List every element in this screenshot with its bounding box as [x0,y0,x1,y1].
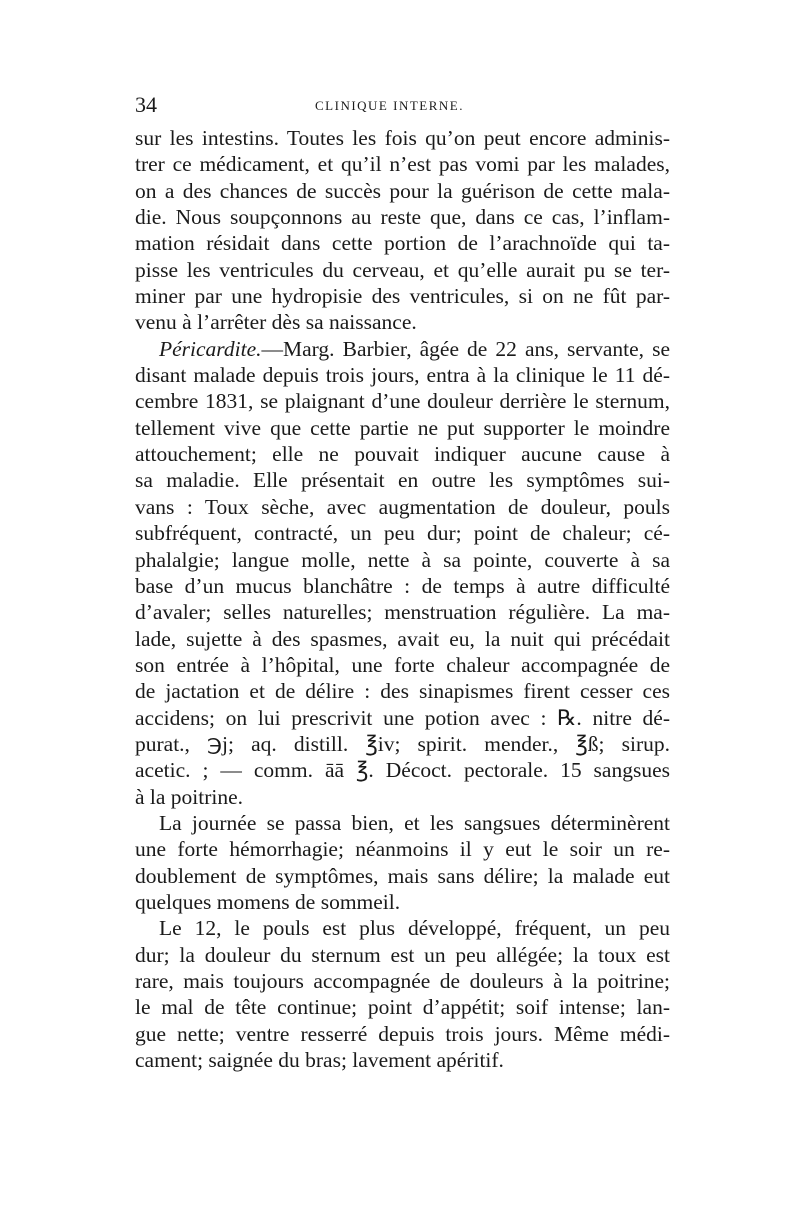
page-header [135,92,670,122]
text-line: son entrée à l’hôpital, une forte chaleur accompagnée de [135,652,670,677]
text-line: doublement de symptômes, mais sans délire; la malade eut [135,863,670,888]
text-line: sa maladie. Elle présentait en outre les symptômes sui- [135,468,670,493]
text-line: cembre 1831, se plaignant d’une douleur derrière le sternum, [135,389,670,414]
text-line-heading [135,336,670,362]
paragraph-continued [135,125,670,336]
text-line: tellement vive que cette partie ne put supporter le moindre [135,415,670,440]
text-line: accidens; on lui prescrivit une potion avec : ℞. nitre dé- [135,705,670,730]
text-line: trer ce médicament, et qu’il n’est pas vomi par les malades, [135,152,670,177]
text-line: lade, sujette à des spasmes, avait eu, la nuit qui précédait [135,626,670,651]
text-line: purat., ℈j; aq. distill. ℥iv; spirit. mender., ℥ß; sirup. [135,731,670,756]
text-line: on a des chances de succès pour la guérison de cette mala- [135,178,670,203]
text-line: quelques momens de sommeil. [135,889,401,914]
body-text [135,125,670,1073]
paragraph-day-12 [135,915,670,1073]
text-line: rare, mais toujours accompagnée de douleurs à la poitrine; [135,969,670,993]
text-line: attouchement; elle ne pouvait indiquer aucune cause à [135,442,670,467]
text-line: Le 12, le pouls est plus développé, fréquent, un peu [159,916,670,941]
text-line: mation résidait dans cette portion de l’arachnoïde qui ta- [135,231,670,256]
text-line: venu à l’arrêter dès sa naissance. [135,310,417,335]
paragraph-pericarditis-case [135,336,670,810]
case-heading: Péricardite. [159,336,262,361]
text-line: base d’un mucus blanchâtre : de temps à autre difficulté [135,573,670,598]
text-line: disant malade depuis trois jours, entra à la clinique le 11 dé- [135,363,670,388]
text-line: à la poitrine. [135,784,244,809]
text-line: miner par une hydropisie des ventricules, si on ne fût par- [135,284,670,309]
text-line: le mal de tête continue; point d’appétit; soif intense; lan- [135,995,670,1020]
running-title: CLINIQUE INTERNE. [315,98,464,113]
text-line: cament; saignée du bras; lavement apéritif. [135,1048,504,1073]
text-line: pisse les ventricules du cerveau, et qu’elle aurait pu se ter- [135,257,670,282]
text-line: une forte hémorrhagie; néanmoins il y eut le soir un re- [135,837,670,862]
text-line: phalalgie; langue molle, nette à sa pointe, couverte à sa [135,547,670,572]
text-line: dur; la douleur du sternum est un peu allégée; la toux est [135,942,670,967]
page-number: 34 [135,92,157,117]
text-line: vans : Toux sèche, avec augmentation de douleur, pouls [135,494,670,519]
text-line: subfréquent, contracté, un peu dur; point de chaleur; cé- [135,521,670,546]
text-line: La journée se passa bien, et les sangsues déterminèrent [159,810,670,835]
paragraph-day-evening [135,810,670,915]
text-line: gue nette; ventre resserré depuis trois jours. Même médi- [135,1021,670,1046]
text-line: die. Nous soupçonnons au reste que, dans ce cas, l’inflam- [135,205,670,230]
text-line: de jactation et de délire : des sinapismes firent cesser ces [135,679,670,704]
text-line: sur les intestins. Toutes les fois qu’on peut encore adminis- [135,126,670,150]
text-line: d’avaler; selles naturelles; menstruation régulière. La ma- [135,600,670,625]
text-line: acetic. ; — comm. āā ℥. Décoct. pectorale. 15 sangsues [135,758,670,783]
case-heading-rest: —Marg. Barbier, âgée de 22 ans, servante, se [261,336,670,361]
